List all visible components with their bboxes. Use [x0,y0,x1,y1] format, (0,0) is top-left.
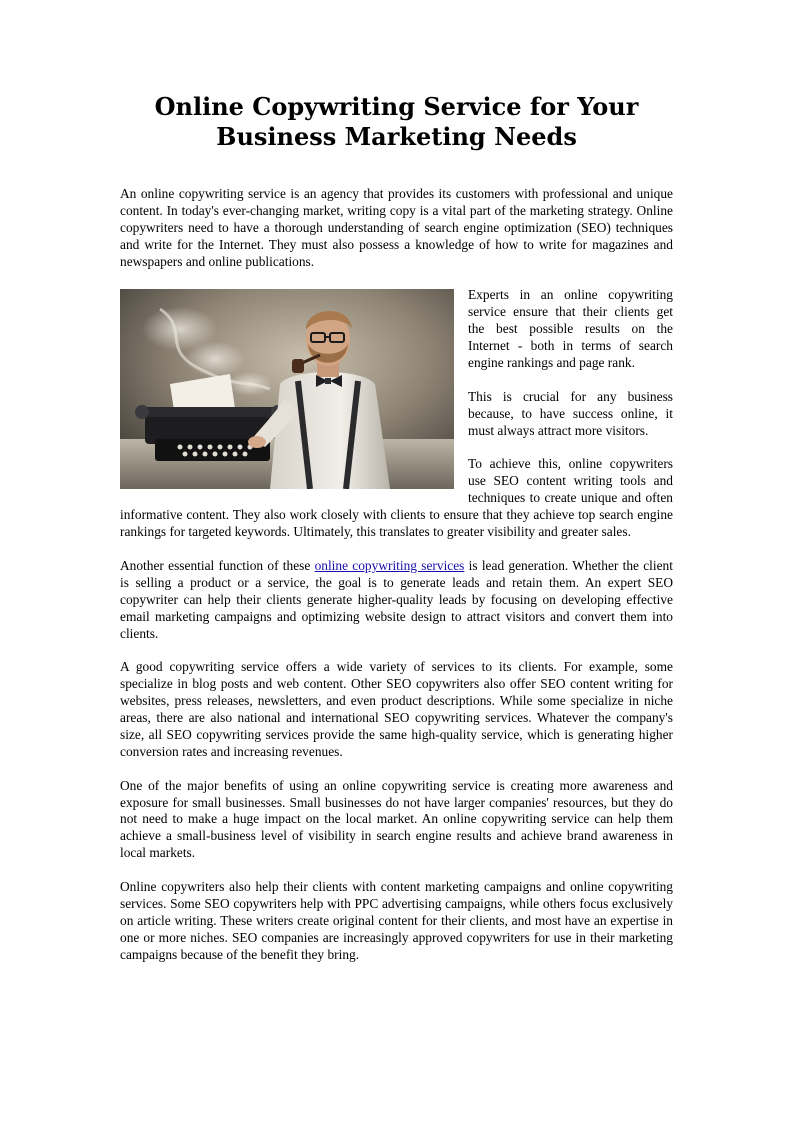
online-copywriting-services-link[interactable]: online copywriting services [314,557,465,573]
benefits-paragraph: One of the major benefits of using an online copywriting service is creating more awareness and exposure for small businesses. Small businesses do not have larger companies' resources, but they do not need to make a huge impact on the local market. An online copywriting service can help them achieve a small-business level of visibility in search engine results and achieve brand awareness in local markets. [120,777,673,861]
lead-generation-paragraph [120,558,673,643]
variety-paragraph: A good copywriting service offers a wide variety of services to its clients. For example, some specialize in blog posts and web content. Other SEO copywriters also offer SEO content writing for websites, press releases, newsletters, and even product descriptions. While some specialize in niche areas, there are also national and international SEO copywriting services. Whatever the company's size, all SEO copywriting services provide the same high-quality service, which is generating higher conversion rates and increasing revenues. [120,659,673,759]
lead-text-before: Another essential function of these [120,557,315,573]
float-paragraph-2: This is crucial for any business because, to have success online, it must always attract more visitors. [468,388,673,438]
intro-paragraph: An online copywriting service is an agency that provides its customers with professional and unique content. In today's ever-changing market, writing copy is a vital part of the marketing strategy. Online copywriters need to have a thorough understanding of search engine optimization (SEO) techniques and write for the Internet. They must also possess a knowledge of how to write for magazines and newspapers and online publications. [120,186,673,269]
writer-typewriter-image [120,289,454,489]
lead-text-after: is lead generation. Whether the client is selling a product or a service, the goal is to generate leads and retain them. An expert SEO copywriter can help their clients generate higher-quality leads by focusing on developing effective email marketing campaigns and optimizing website design to attract visitors and convert them into clients. [120,557,673,641]
float-paragraph-3: To achieve this, online copywriters use SEO content writing tools and techniques to create unique and often informative content. They also work closely with clients to ensure that they achieve top search engine rankings for targeted keywords. Ultimately, this translates to greater visibility and greater sales. [120,456,673,540]
page-title: Online Copywriting Service for Your Business Marketing Needs [154,92,639,151]
closing-paragraph: Online copywriters also help their clients with content marketing campaigns and online copywriting services. Some SEO copywriters help with PPC advertising campaigns, while others focus exclusively on article writing. These writers create original content for their clients, and most have an expertise in one or more niches. SEO companies are increasingly approved copywriters for use in their marketing campaigns because of the benefit they bring. [120,879,673,962]
article [120,92,673,980]
float-paragraph-1: Experts in an online copywriting service ensure that their clients get the best possible results on the Internet - both in terms of search engine rankings and page rank. [468,287,673,371]
